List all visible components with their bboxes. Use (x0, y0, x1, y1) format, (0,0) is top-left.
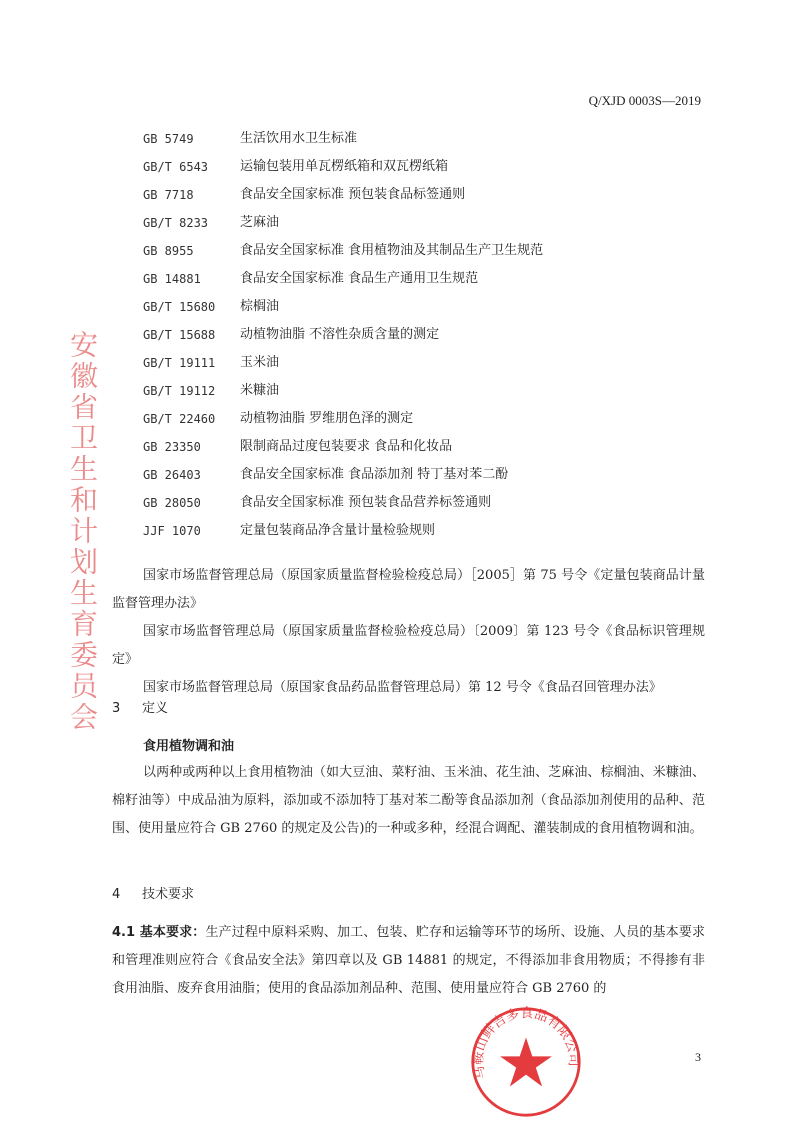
standard-code: GB/T 22460 (143, 412, 216, 426)
watermark: 安徽省卫生和计划生育委员会 (66, 330, 99, 733)
reference-item (143, 433, 543, 461)
standard-title: 动植物油脂 罗维朋色泽的测定 (240, 411, 414, 426)
standard-title: 运输包装用单瓦楞纸箱和双瓦楞纸箱 (240, 159, 449, 174)
standard-title: 生活饮用水卫生标准 (240, 131, 358, 146)
standard-code: GB 14881 (143, 272, 201, 286)
reference-item (143, 377, 543, 405)
svg-text:马鞍山鲜吉多食品有限公司: 马鞍山鲜吉多食品有限公司 (471, 1006, 581, 1081)
standard-code: GB 26403 (143, 468, 201, 482)
standard-code: JJF 1070 (143, 524, 201, 538)
reference-item (143, 489, 543, 517)
standard-code: GB/T 15688 (143, 328, 216, 342)
reference-item (143, 125, 543, 153)
standard-title: 动植物油脂 不溶性杂质含量的测定 (240, 327, 440, 342)
standard-code: GB 8955 (143, 244, 194, 258)
requirement-paragraph (112, 919, 705, 1003)
reference-item (143, 265, 543, 293)
regulation-paragraph: 国家市场监督管理总局（原国家食品药品监督管理总局）第 12 号令《食品召回管理办法》 (143, 680, 662, 695)
requirement-text: 生产过程中原料采购、加工、包装、贮存和运输等环节的场所、设施、人员的基本要求和管理准则应符合《食品安全法》第四章以及 GB 14881 的规定，不得添加非食用物质；不得掺有非食用油脂、废弃食用油脂；使用的食品添加剂品种、范围、使用量应符合 GB 2760 的 (112, 925, 705, 996)
standard-code: GB 23350 (143, 440, 201, 454)
reference-item (143, 405, 543, 433)
standard-code: GB/T 6543 (143, 160, 209, 174)
section-number: 4 (112, 887, 121, 902)
reference-item (143, 209, 543, 237)
regulation-paragraph: 国家市场监督管理总局（原国家质量监督检验检疫总局）［2005］第 75 号令《定量包装商品计量监督管理办法》 (112, 568, 705, 611)
reference-item (143, 321, 543, 349)
standard-title: 玉米油 (240, 355, 280, 370)
standard-title: 食品安全国家标准 食用植物油及其制品生产卫生规范 (240, 243, 544, 258)
standard-code: GB/T 19111 (143, 356, 216, 370)
regulation-paragraph: 国家市场监督管理总局（原国家质量监督检验检疫总局）〔2009〕第 123 号令《食品标识管理规定》 (112, 624, 705, 667)
star-icon (500, 1038, 552, 1087)
reference-item (143, 349, 543, 377)
standard-title: 食品安全国家标准 预包装食品营养标签通则 (240, 495, 492, 510)
standard-code: GB/T 15680 (143, 300, 216, 314)
definition-paragraph: 以两种或两种以上食用植物油（如大豆油、菜籽油、玉米油、花生油、芝麻油、棕榈油、米糠油、棉籽油等）中成品油为原料，添加或不添加特丁基对苯二酚等食品添加剂（食品添加剂使用的品种、范围、使用量应符合 GB 2760 的规定及公告)的一种或多种，经混合调配、灌装制成的食用植物调和油。 (112, 765, 705, 836)
reference-list (143, 125, 543, 545)
section-4-heading (112, 883, 194, 902)
requirement-label: 4.1 基本要求： (112, 925, 206, 940)
section-title: 定义 (142, 701, 169, 716)
standard-code: GB 5749 (143, 132, 194, 146)
term-heading: 食用植物调和油 (143, 739, 235, 754)
section-number: 3 (112, 701, 121, 716)
standard-title: 米糠油 (240, 383, 280, 398)
section-title: 技术要求 (142, 887, 195, 902)
reference-item (143, 237, 543, 265)
standard-code: GB 7718 (143, 188, 194, 202)
standard-title: 限制商品过度包装要求 食品和化妆品 (240, 439, 453, 454)
standard-title: 定量包装商品净含量计量检验规则 (240, 523, 436, 538)
standard-code: GB/T 19112 (143, 384, 216, 398)
company-seal (470, 1006, 582, 1118)
standard-title: 棕榈油 (240, 299, 280, 314)
reference-item (143, 181, 543, 209)
standard-title: 食品安全国家标准 食品添加剂 特丁基对苯二酚 (240, 467, 509, 482)
standard-title: 芝麻油 (240, 215, 280, 230)
reference-item (143, 153, 543, 181)
section-3-heading (112, 697, 168, 716)
page-number: 3 (695, 1050, 701, 1064)
standard-title: 食品安全国家标准 预包装食品标签通则 (240, 187, 466, 202)
document-header: Q/XJD 0003S—2019 (588, 93, 701, 108)
standard-code: GB/T 8233 (143, 216, 209, 230)
reference-item (143, 293, 543, 321)
reference-item (143, 461, 543, 489)
reference-item (143, 517, 543, 545)
standard-code: GB 28050 (143, 496, 201, 510)
standard-title: 食品安全国家标准 食品生产通用卫生规范 (240, 271, 479, 286)
